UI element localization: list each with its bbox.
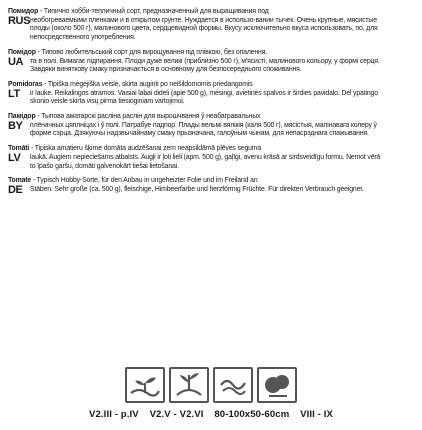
entry-title: Tomāti xyxy=(8,143,30,153)
language-code: RUS xyxy=(8,14,31,27)
entry-title: Памідор xyxy=(8,111,36,121)
plant-support-icon xyxy=(169,367,209,403)
language-code: LV xyxy=(8,151,21,164)
entry-lt xyxy=(8,80,414,106)
entry-de xyxy=(8,176,414,196)
entry-lead-text: - Тыпова аматарскі расліна раслін для вырошчвання ў неабагравальных xyxy=(35,111,261,121)
cultivation-specs xyxy=(0,409,422,420)
tomato-fruit-icon xyxy=(213,367,253,403)
cultivation-icons xyxy=(0,367,422,403)
entry-by xyxy=(8,112,414,138)
entry-lv xyxy=(8,144,414,170)
sowing-period: V2.III - p.IV xyxy=(88,409,139,420)
bush-icon xyxy=(257,367,297,403)
entry-body: та в полі. Вимагає підпирання. Плоди дуже великі (приблизно 500 г), м'ясисті, малинового кольору, у формі серця. Завдяки виняткову смаку призначається в основному для безпосереднього споживання. xyxy=(30,55,380,74)
entry-body: ir lauke. Reikalingos atramos. Vaisiai labai dideli (apie 500 g), mėsingi, avietinės spalvos ir širdies pavidalo. Dėl ypatingo skonio veislė skirta visų pirma tiesioginiam vartojimui. xyxy=(30,87,378,106)
harvest-period: VIII - IX xyxy=(300,409,333,420)
entry-lead-text: - Typisch Hobby-Sorte, für den Anbau in ungeheizter Folie und im Freiland an xyxy=(31,175,258,185)
entry-ua xyxy=(8,48,414,74)
sowing-icon xyxy=(125,367,165,403)
entry-title: Pomidoras xyxy=(8,78,43,88)
entry-title: Tomate xyxy=(8,175,32,185)
entry-title: Помідор xyxy=(8,46,36,56)
entry-ru xyxy=(8,7,414,42)
entry-body: плёначных цяплніцах і ў полі. Патрабуе падпор. Плады вельмі вялікія (каля 500 г), мясістыя, малінавага колеру ў форме сэрца. Дзякуючы надзвычайнаму смаку прызначана, галоўным чынам, для непасрэднага спажывання. xyxy=(30,119,377,138)
entry-lead-text: - Типово любительський сорт для вирощування під плівкою, без опалення, xyxy=(35,46,268,56)
entry-body: необогреваемыми пленками и в открытом грунте. Нуждается в использо-вании тычек. Очень крупные, мясистые плоды (около 500 г), малинового цвета, сердцевидной формы. Вкусу исключительно вкуса использовать, по, для непосредственного употребления. xyxy=(30,14,378,42)
entry-lead-text: - Tipiška mėgėjiška veislė, skirta auginti po neišildomomis priedangomis xyxy=(42,78,253,88)
plant-spacing: 80-100x50-60cm xyxy=(214,409,290,420)
language-code: UA xyxy=(8,55,24,68)
entry-title: Помидор xyxy=(8,6,39,15)
entry-lead-text: - Tipiska amatieru šķirne domāta audzēšanai zem neapsildāmā plēves seguma xyxy=(29,143,262,153)
entry-body: Stäben. Sehr große (ca. 500 g), fleischige, Himbeerfarbe und herzförmig Früchte. Für direkten Verbrauch geeignet. xyxy=(30,183,364,193)
language-code: DE xyxy=(8,183,23,196)
planting-period: V2.V - V2.VI xyxy=(149,409,204,420)
entry-body: laukā. Augiem nepieciešams atbalsts. Augļi ir ļoti lieli (apm. 500 g), gaļīgi, avenu krāsā ar sirdsveidīgu formu. Nemot vērā to īpašo garšu, domāti galvenokārt tiešai lietošanai. xyxy=(30,151,381,170)
language-code: BY xyxy=(8,119,23,132)
entry-lead-text: - Типично хобби-тепличный сорт, предназначенный для выращивания под xyxy=(38,6,269,15)
language-code: LT xyxy=(8,87,20,100)
